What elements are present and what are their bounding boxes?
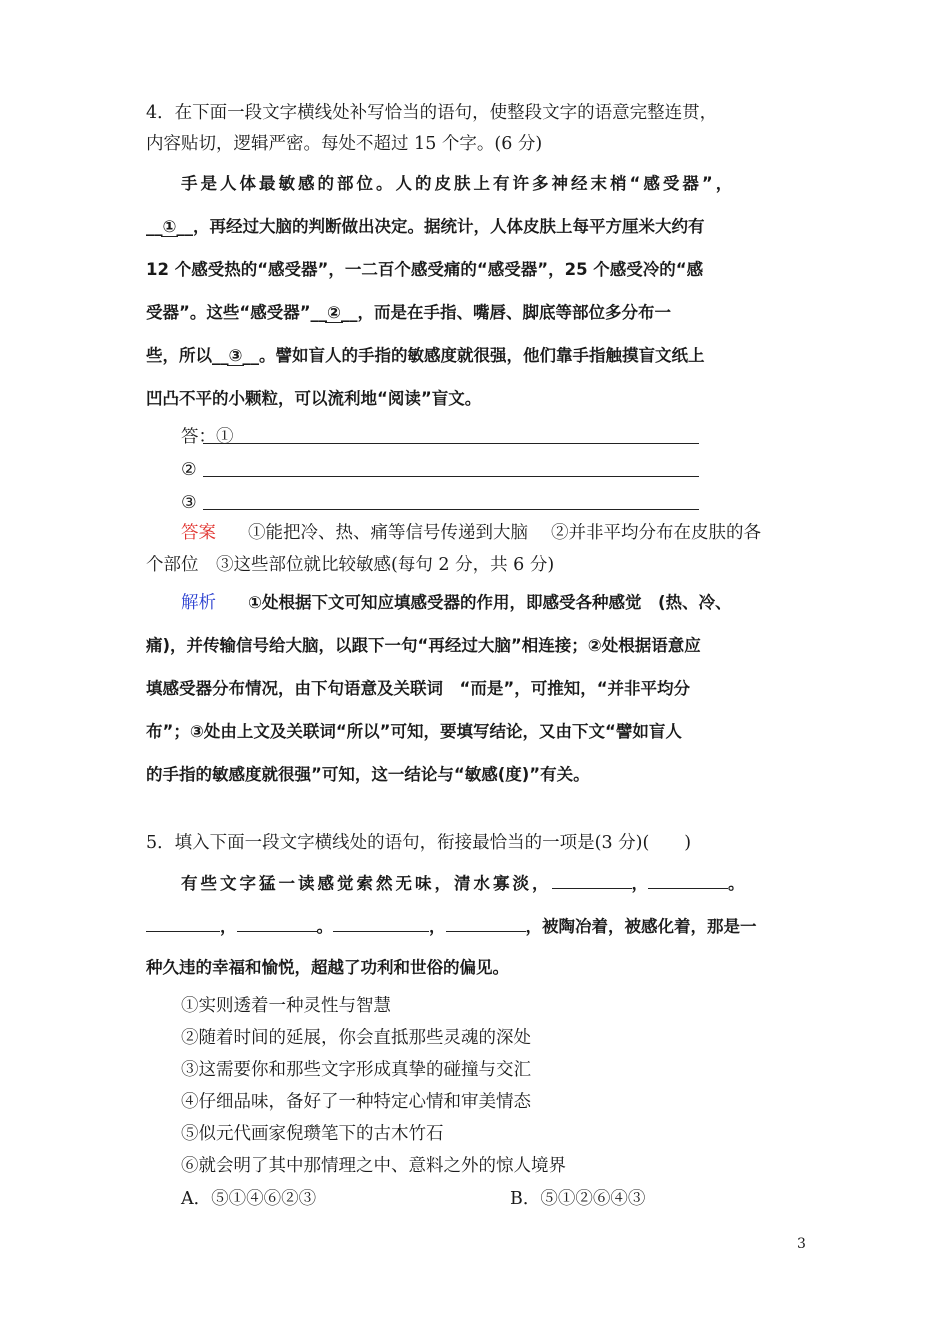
key-line2: 个部位 ③这些部位就比较敏感(每句 2 分，共 6 分) [146, 555, 555, 575]
q5-blank-6[interactable] [446, 913, 526, 932]
analysis-line3: 填感受器分布情况，由下句语意及关联词 “而是”，可推知，“并非平均分 [146, 679, 691, 698]
q5-blank-5[interactable] [333, 913, 429, 932]
period: 。 [316, 917, 333, 936]
q4-passage-line6: 凹凸不平的小颗粒，可以流利地“阅读”盲文。 [146, 389, 482, 408]
q4-passage-line4 [146, 301, 671, 325]
q5-passage-line2 [146, 913, 757, 939]
q5-option-2: ②随着时间的延展，你会直抵那些灵魂的深处 [181, 1028, 531, 1048]
q5-blank-3[interactable] [146, 913, 220, 932]
q4-passage-line1: 手是人体最敏感的部位。人的皮肤上有许多神经末梢“感受器”， [181, 174, 736, 193]
q4-passage-line5-pre: 些，所以__ [146, 346, 229, 365]
key-line1 [181, 521, 761, 545]
q4-stem-line2: 内容贴切，逻辑严密。每处不超过 15 个字。(6 分) [146, 134, 543, 154]
analysis-line2: 痛)，并传输信号给大脑，以跟下一句“再经过大脑”相连接；②处根据语意应 [146, 636, 701, 655]
answer-label-3: ③ [181, 493, 197, 513]
q5-passage-line1 [181, 870, 745, 896]
q5-choice-a[interactable]: A．⑤①④⑥②③ [181, 1189, 317, 1209]
q4-passage-line5-text: __。譬如盲人的手指的敏感度就很强，他们靠手指触摸盲文纸上 [242, 346, 705, 365]
comma: ， [631, 874, 648, 893]
q5-option-4: ④仔细品味，备好了一种特定心情和审美情态 [181, 1092, 531, 1112]
q5-option-6: ⑥就会明了其中那情理之中、意料之外的惊人境界 [181, 1156, 566, 1176]
q5-option-1: ①实则透着一种灵性与智慧 [181, 996, 391, 1016]
blank-1[interactable]: ① [163, 215, 177, 239]
comma: ， [220, 917, 237, 936]
answer-label-1: 答：① [181, 427, 234, 447]
answer-line-1[interactable] [203, 443, 699, 444]
answer-key-label: 答案 [181, 523, 216, 543]
key-line1-text: ①能把冷、热、痛等信号传递到大脑 ②并非平均分布在皮肤的各 [248, 523, 762, 543]
q4-passage-line3: 12 个感受热的“感受器”，一二百个感受痛的“感受器”，25 个感受冷的“感 [146, 260, 704, 279]
q5-choice-b[interactable]: B．⑤①②⑥④③ [510, 1189, 646, 1209]
q5-stem: 5．填入下面一段文字横线处的语句，衔接最恰当的一项是(3 分)( ) [146, 833, 692, 853]
analysis-line5: 的手指的敏感度就很强”可知，这一结论与“敏感(度)”有关。 [146, 765, 590, 784]
answer-label-2: ② [181, 460, 197, 480]
q4-passage-line4-pre: 受器”。这些“感受器”__ [146, 303, 328, 322]
analysis-label: 解析 [181, 593, 216, 613]
analysis-line1 [181, 591, 732, 615]
q4-passage-line2 [146, 215, 704, 239]
answer-line-3[interactable] [203, 509, 699, 510]
q5-option-5: ⑤似元代画家倪瓒笔下的古木竹石 [181, 1124, 444, 1144]
blank-2[interactable]: ② [327, 301, 341, 325]
q4-passage-line5 [146, 344, 704, 368]
q5-passage-line3: 种久违的幸福和愉悦，超越了功利和世俗的偏见。 [146, 958, 509, 977]
page-number: 3 [797, 1236, 806, 1252]
q5-blank-4[interactable] [237, 913, 317, 932]
q5-passage-line2-text: ，被陶冶着，被感化着，那是一 [525, 917, 757, 936]
answer-line-2[interactable] [203, 476, 699, 477]
comma: ， [429, 917, 446, 936]
q5-blank-2[interactable] [648, 870, 728, 889]
q5-blank-1[interactable] [552, 870, 632, 889]
q5-passage-line1-text: 有些文字猛一读感觉索然无味，清水寡淡， [181, 874, 552, 893]
q4-passage-line4-text: __，而是在手指、嘴唇、脚底等部位多分布一 [341, 303, 672, 322]
analysis-line4: 布”；③处由上文及关联词“所以”可知，要填写结论，又由下文“譬如盲人 [146, 722, 682, 741]
period: 。 [728, 874, 745, 893]
q4-passage-line2-text: __，再经过大脑的判断做出决定。据统计，人体皮肤上每平方厘米大约有 [176, 217, 705, 236]
q4-stem-line1: 4．在下面一段文字横线处补写恰当的语句，使整段文字的语意完整连贯， [146, 103, 718, 123]
q5-option-3: ③这需要你和那些文字形成真挚的碰撞与交汇 [181, 1060, 531, 1080]
blank-3[interactable]: ③ [229, 344, 243, 368]
blank-pad: __ [146, 217, 163, 236]
analysis-line1-text: ①处根据下文可知应填感受器的作用，即感受各种感觉 (热、冷、 [248, 593, 732, 612]
